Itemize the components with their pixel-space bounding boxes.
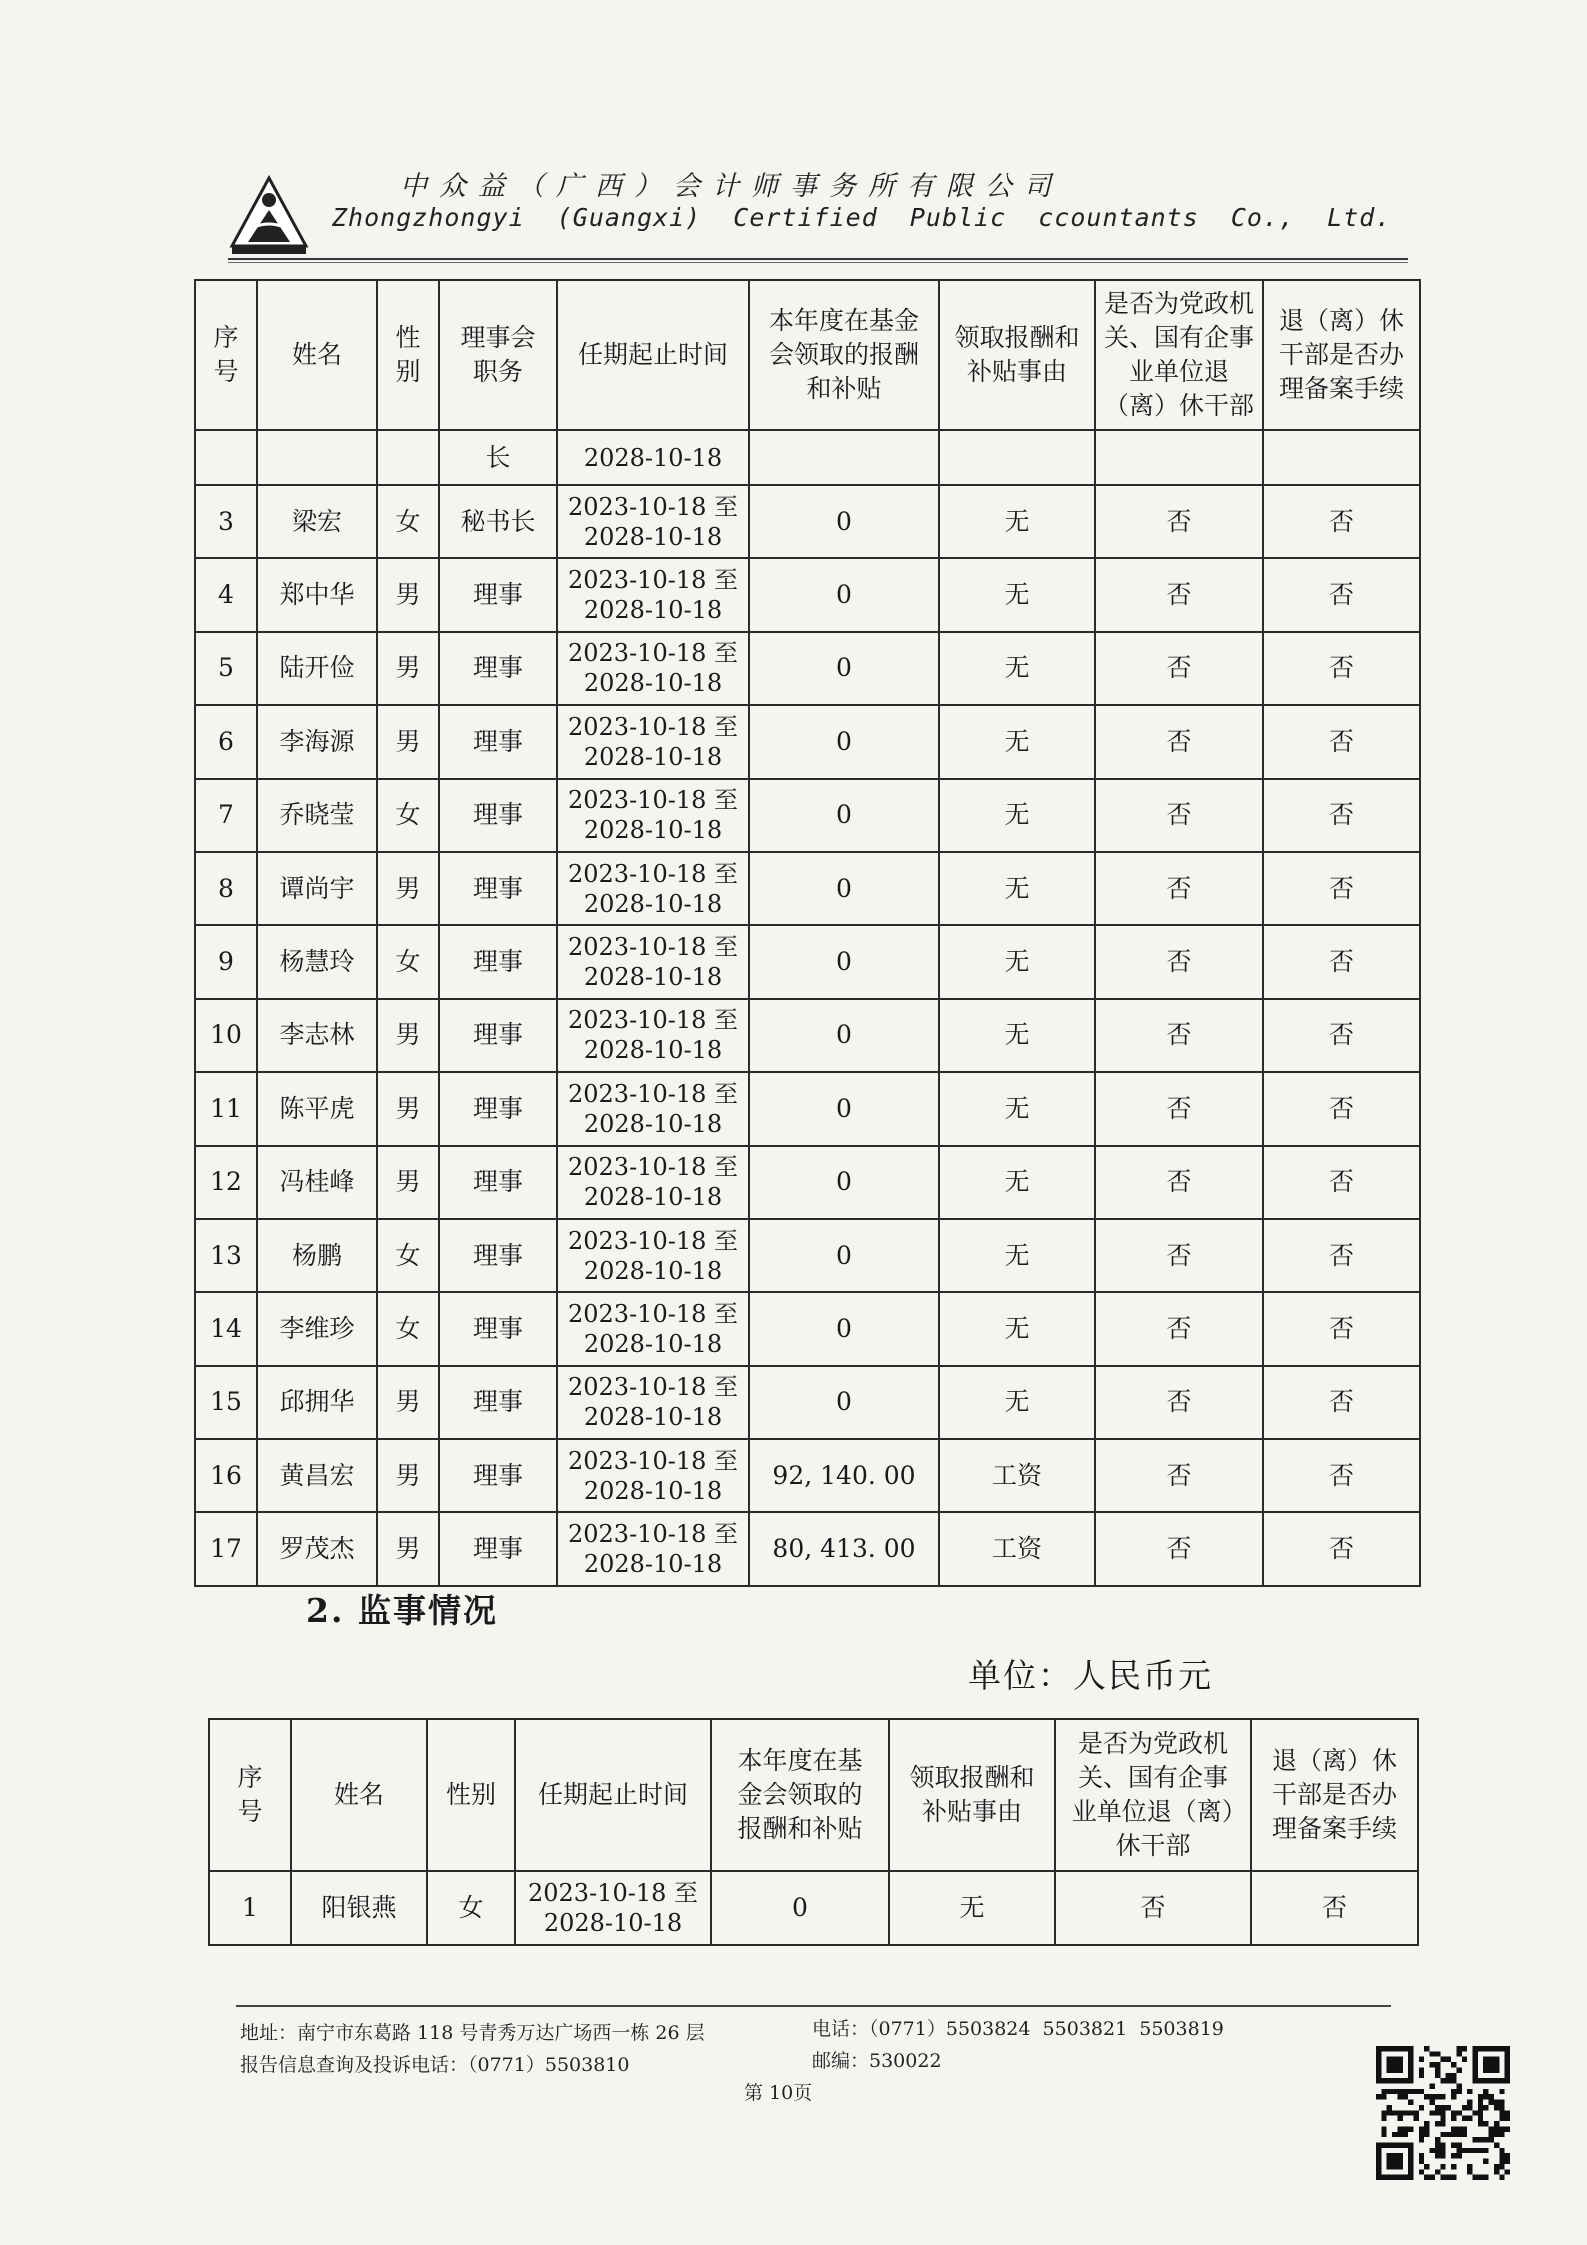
cell-name: 谭尚宇 [257,852,377,925]
cell-pay: 92, 140. 00 [749,1439,939,1512]
cell-reason: 无 [889,1871,1055,1945]
cell-no: 17 [195,1512,257,1585]
cell-term [557,1219,749,1292]
table-row [195,852,1420,925]
table-row [195,1366,1420,1439]
qr-code-icon [1376,2046,1510,2180]
cell-retired: 否 [1095,1219,1263,1292]
cell-term [557,632,749,705]
term-start: 2023-10-18 至 [567,933,738,962]
cell-name: 陆开俭 [257,632,377,705]
cell-name: 李志林 [257,999,377,1072]
cell-term [557,1366,749,1439]
table-row [195,1292,1420,1365]
cell-pay: 0 [749,999,939,1072]
cell-retired: 否 [1095,1439,1263,1512]
cell-term [557,779,749,852]
cell-retired: 否 [1095,1072,1263,1145]
term-end: 2028-10-18 [583,522,723,551]
header-rule [228,258,1408,260]
cell-filed: 否 [1251,1871,1418,1945]
cell-position: 理事 [439,558,557,631]
cell-gender: 女 [427,1871,515,1945]
cell-gender: 男 [377,1366,439,1439]
cell-retired: 否 [1095,925,1263,998]
term-end: 2028-10-18 [583,1329,723,1358]
term-start: 2023-10-18 至 [567,1373,738,1402]
col-header: 任期起止时间 [515,1719,711,1871]
cell-filed: 否 [1263,1146,1420,1219]
cell-retired: 否 [1095,632,1263,705]
cell-retired: 否 [1095,852,1263,925]
cell-reason: 无 [939,1292,1095,1365]
cell-name: 罗茂杰 [257,1512,377,1585]
term-end: 2028-10-18 [543,1909,683,1937]
col-header: 姓名 [291,1719,427,1871]
term-end: 2028-10-18 [583,963,723,992]
cell-name: 李维珍 [257,1292,377,1365]
cell-term [557,485,749,558]
cell-pay: 0 [749,632,939,705]
table-row [195,999,1420,1072]
cell-term [515,1871,711,1945]
cell-position: 理事 [439,999,557,1072]
cell-no: 7 [195,779,257,852]
cell-position: 长 [439,430,557,485]
firm-name-en: Zhongzhongyi (Guangxi) Certified Public ccountants Co., Ltd. [332,203,1392,232]
col-header: 领取报酬和补贴事由 [889,1719,1055,1871]
cell-position: 理事 [439,852,557,925]
cell-term [557,925,749,998]
table-row [195,1146,1420,1219]
cell-name: 杨慧玲 [257,925,377,998]
cell-reason: 无 [939,1219,1095,1292]
cell-position: 理事 [439,632,557,705]
cell-position: 理事 [439,1292,557,1365]
cell-position: 理事 [439,1072,557,1145]
supervisors-header-row [209,1719,1418,1871]
cell-gender: 女 [377,1219,439,1292]
section-title-supervisors: 2. 监事情况 [306,1591,498,1630]
col-header: 序号 [209,1719,291,1871]
cell-pay: 0 [749,1366,939,1439]
term-start: 2023-10-18 至 [567,1299,738,1328]
table-row [195,1219,1420,1292]
term-start: 2023-10-18 至 [567,566,738,595]
cell-filed: 否 [1263,485,1420,558]
table-row [195,558,1420,631]
col-header: 任期起止时间 [557,280,749,430]
cell-filed: 否 [1263,925,1420,998]
page-number: 第 10页 [744,2082,813,2104]
cell-position: 理事 [439,1146,557,1219]
col-header: 理事会职务 [439,280,557,430]
cell-filed: 否 [1263,632,1420,705]
cell-pay: 0 [749,1146,939,1219]
cell-reason: 无 [939,1366,1095,1439]
term-end: 2028-10-18 [583,1476,723,1505]
cell-reason: 无 [939,852,1095,925]
table-row [195,1439,1420,1512]
col-header: 姓名 [257,280,377,430]
cell-gender: 男 [377,558,439,631]
cell-gender: 女 [377,1292,439,1365]
cell-position: 理事 [439,779,557,852]
cell-position: 理事 [439,925,557,998]
table-row [195,632,1420,705]
term-start: 2023-10-18 至 [567,1446,738,1475]
term-end: 2028-10-18 [583,1036,723,1065]
term-start: 2023-10-18 至 [527,1879,698,1907]
cell-reason: 无 [939,779,1095,852]
cell-filed: 否 [1263,1219,1420,1292]
cell-gender: 男 [377,632,439,705]
cell-name: 邱拥华 [257,1366,377,1439]
cell-no: 5 [195,632,257,705]
cell-reason: 无 [939,485,1095,558]
term-end: 2028-10-18 [583,669,723,698]
cell-reason: 工资 [939,1512,1095,1585]
col-header: 是否为党政机关、国有企事业单位退（离）休干部 [1055,1719,1251,1871]
cell-retired: 否 [1095,1512,1263,1585]
cell-filed: 否 [1263,1292,1420,1365]
cell-no: 16 [195,1439,257,1512]
term-end: 2028-10-18 [583,1256,723,1285]
cell-reason: 无 [939,558,1095,631]
table-row [195,925,1420,998]
term-start: 2023-10-18 至 [567,1006,738,1035]
cell-filed: 否 [1263,999,1420,1072]
term-start: 2023-10-18 至 [567,1226,738,1255]
cell-no: 11 [195,1072,257,1145]
cell-position: 理事 [439,1219,557,1292]
table-row [195,430,1420,485]
cell-term [557,1439,749,1512]
cell-retired: 否 [1095,999,1263,1072]
cell-name: 黄昌宏 [257,1439,377,1512]
term-end: 2028-10-18 [583,1403,723,1432]
term-start: 2023-10-18 至 [567,1153,738,1182]
cell-no: 4 [195,558,257,631]
directors-table [194,279,1421,1587]
table-row [195,1072,1420,1145]
term-end: 2028-10-18 [583,742,723,771]
cell-name: 陈平虎 [257,1072,377,1145]
cell-no: 15 [195,1366,257,1439]
cell-pay: 80, 413. 00 [749,1512,939,1585]
cell-position: 秘书长 [439,485,557,558]
cell-position: 理事 [439,1439,557,1512]
cell-reason: 无 [939,999,1095,1072]
cell-pay: 0 [749,1219,939,1292]
cell-no: 9 [195,925,257,998]
cell-reason: 工资 [939,1439,1095,1512]
term-start: 2023-10-18 至 [567,639,738,668]
cell-filed: 否 [1263,558,1420,631]
cell-gender: 女 [377,779,439,852]
term-end: 2028-10-18 [583,1183,723,1212]
cell-pay: 0 [749,852,939,925]
cell-gender: 男 [377,705,439,778]
cell-term [557,558,749,631]
header-rule-thin [228,262,1408,263]
cell-pay: 0 [749,925,939,998]
cell-reason: 无 [939,1146,1095,1219]
cell-filed: 否 [1263,1439,1420,1512]
term-end: 2028-10-18 [583,1550,723,1579]
cell-no: 14 [195,1292,257,1365]
cell-term [557,1512,749,1585]
cell-term [557,1146,749,1219]
footer-rule [236,2005,1391,2007]
cell-retired: 否 [1095,485,1263,558]
cell-filed: 否 [1263,1512,1420,1585]
term-start: 2023-10-18 至 [567,859,738,888]
cell-gender: 女 [377,925,439,998]
cell-no: 8 [195,852,257,925]
cell-pay: 0 [749,779,939,852]
cell-filed: 否 [1263,1072,1420,1145]
cell-gender: 男 [377,1439,439,1512]
cell-retired: 否 [1095,705,1263,778]
cell-name: 郑中华 [257,558,377,631]
cell-position: 理事 [439,1366,557,1439]
cell-name: 李海源 [257,705,377,778]
cell-name: 乔晓莹 [257,779,377,852]
currency-unit: 单位：人民币元 [968,1656,1213,1695]
supervisors-table [208,1718,1419,1946]
col-header: 领取报酬和补贴事由 [939,280,1095,430]
cell-filed: 否 [1263,852,1420,925]
term-start: 2023-10-18 至 [567,1520,738,1549]
table-row [195,1512,1420,1585]
cell-name: 杨鹏 [257,1219,377,1292]
cell-reason: 无 [939,632,1095,705]
cell-term [557,999,749,1072]
col-header: 本年度在基金会领取的报酬和补贴 [711,1719,889,1871]
col-header: 退（离）休干部是否办理备案手续 [1251,1719,1418,1871]
cell-no: 1 [209,1871,291,1945]
cell-gender: 男 [377,852,439,925]
cell-gender: 男 [377,999,439,1072]
cell-filed: 否 [1263,779,1420,852]
table-row [195,779,1420,852]
cell-no: 10 [195,999,257,1072]
term-end: 2028-10-18 [583,816,723,845]
cell-no: 12 [195,1146,257,1219]
footer-phone: 电话：（0771）5503824 5503821 5503819 [812,2018,1224,2040]
table-row [195,485,1420,558]
term-start: 2023-10-18 至 [567,786,738,815]
cell-no: 6 [195,705,257,778]
cell-term [557,705,749,778]
cell-retired: 否 [1095,1146,1263,1219]
cell-gender: 男 [377,1146,439,1219]
cell-no: 13 [195,1219,257,1292]
firm-name-cn: 中众益（广西）会计师事务所有限公司 [400,171,1063,202]
col-header: 性别 [427,1719,515,1871]
cell-term [557,852,749,925]
col-header: 性别 [377,280,439,430]
col-header: 是否为党政机关、国有企事业单位退（离）休干部 [1095,280,1263,430]
cell-term [557,1292,749,1365]
cell-pay: 0 [749,1072,939,1145]
cell-name: 阳银燕 [291,1871,427,1945]
table-row [195,705,1420,778]
cell-retired: 否 [1095,1292,1263,1365]
cell-pay: 0 [749,558,939,631]
cell-retired: 否 [1095,779,1263,852]
term-end: 2028-10-18 [583,889,723,918]
term-end: 2028-10-18 [583,596,723,625]
term-start: 2023-10-18 至 [567,492,738,521]
cell-filed: 否 [1263,1366,1420,1439]
cell-term [557,1072,749,1145]
table-row [209,1871,1418,1945]
cell-reason: 无 [939,1072,1095,1145]
footer-postcode: 邮编：530022 [812,2050,942,2072]
cell-gender: 男 [377,1512,439,1585]
cell-name: 冯桂峰 [257,1146,377,1219]
cell-reason: 无 [939,705,1095,778]
directors-header-row [195,280,1420,430]
term-end: 2028-10-18 [583,1109,723,1138]
col-header: 序号 [195,280,257,430]
cell-name: 梁宏 [257,485,377,558]
cell-reason: 无 [939,925,1095,998]
cell-position: 理事 [439,705,557,778]
cell-retired: 否 [1055,1871,1251,1945]
cell-no: 3 [195,485,257,558]
cell-retired: 否 [1095,1366,1263,1439]
col-header: 本年度在基金会领取的报酬和补贴 [749,280,939,430]
term-start: 2023-10-18 至 [567,1079,738,1108]
cell-pay: 0 [749,705,939,778]
cell-filed: 否 [1263,705,1420,778]
cell-pay: 0 [749,1292,939,1365]
footer-address: 地址：南宁市东葛路 118 号青秀万达广场西一栋 26 层 [240,2022,705,2044]
footer-complaint-phone: 报告信息查询及投诉电话：（0771）5503810 [240,2054,630,2076]
cell-position: 理事 [439,1512,557,1585]
cell-pay: 0 [711,1871,889,1945]
term-start: 2023-10-18 至 [567,712,738,741]
col-header: 退（离）休干部是否办理备案手续 [1263,280,1420,430]
cell-gender: 女 [377,485,439,558]
cell-term: 2028-10-18 [557,430,749,485]
cell-gender: 男 [377,1072,439,1145]
firm-logo-icon [228,174,310,256]
cell-retired: 否 [1095,558,1263,631]
cell-pay: 0 [749,485,939,558]
